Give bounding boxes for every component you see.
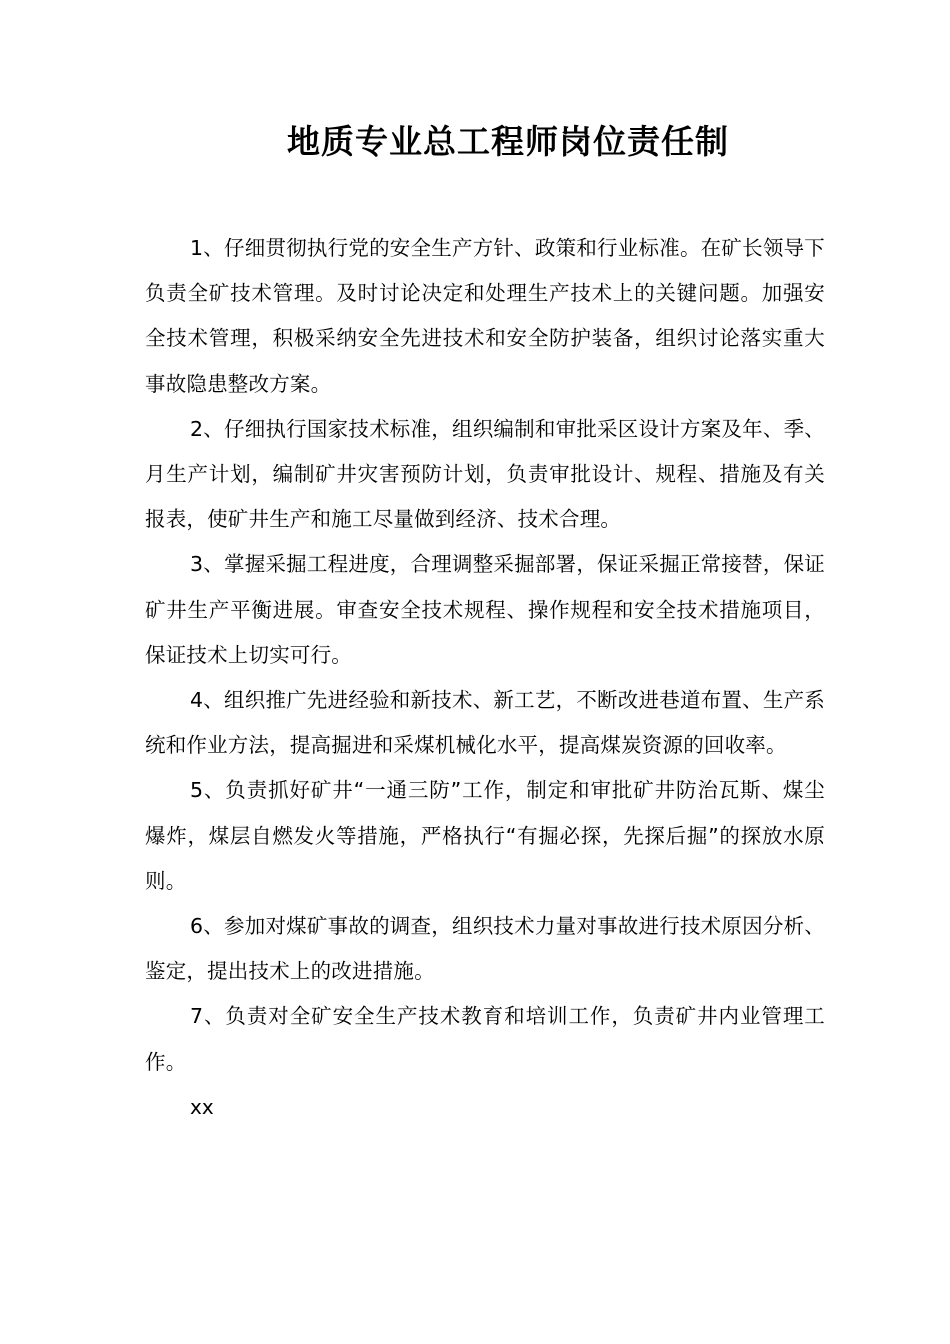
- paragraph-5: 5、负责抓好矿井“一通三防”工作，制定和审批矿井防治瓦斯、煤尘爆炸，煤层自燃发火等措施，严格执行“有掘必探，先探后掘”的探放水原则。: [145, 778, 825, 893]
- paragraph-7: 7、负责对全矿安全生产技术教育和培训工作，负责矿井内业管理工作。: [145, 1004, 825, 1074]
- document-body: [145, 226, 825, 1130]
- paragraph-4: 4、组织推广先进经验和新技术、新工艺，不断改进巷道布置、生产系统和作业方法，提高掘进和采煤机械化水平，提高煤炭资源的回收率。: [145, 688, 825, 758]
- footer-mark: xx: [190, 1094, 214, 1119]
- document-title: 地质专业总工程师岗位责任制: [287, 122, 729, 161]
- paragraph-6: 6、参加对煤矿事故的调查，组织技术力量对事故进行技术原因分析、鉴定，提出技术上的改进措施。: [145, 914, 825, 984]
- paragraph-2: 2、仔细执行国家技术标准，组织编制和审批采区设计方案及年、季、月生产计划，编制矿井灾害预防计划，负责审批设计、规程、措施及有关报表，使矿井生产和施工尽量做到经济、技术合理。: [145, 416, 825, 532]
- paragraph-1: 1、仔细贯彻执行党的安全生产方针、政策和行业标准。在矿长领导下负责全矿技术管理。及时讨论决定和处理生产技术上的关键问题。加强安全技术管理，积极采纳安全先进技术和安全防护装备，组织讨论落实重大事故隐患整改方案。: [145, 236, 825, 396]
- paragraph-3: 3、掌握采掘工程进度，合理调整采掘部署，保证采掘正常接替，保证矿井生产平衡进展。审查安全技术规程、操作规程和安全技术措施项目，保证技术上切实可行。: [145, 552, 825, 667]
